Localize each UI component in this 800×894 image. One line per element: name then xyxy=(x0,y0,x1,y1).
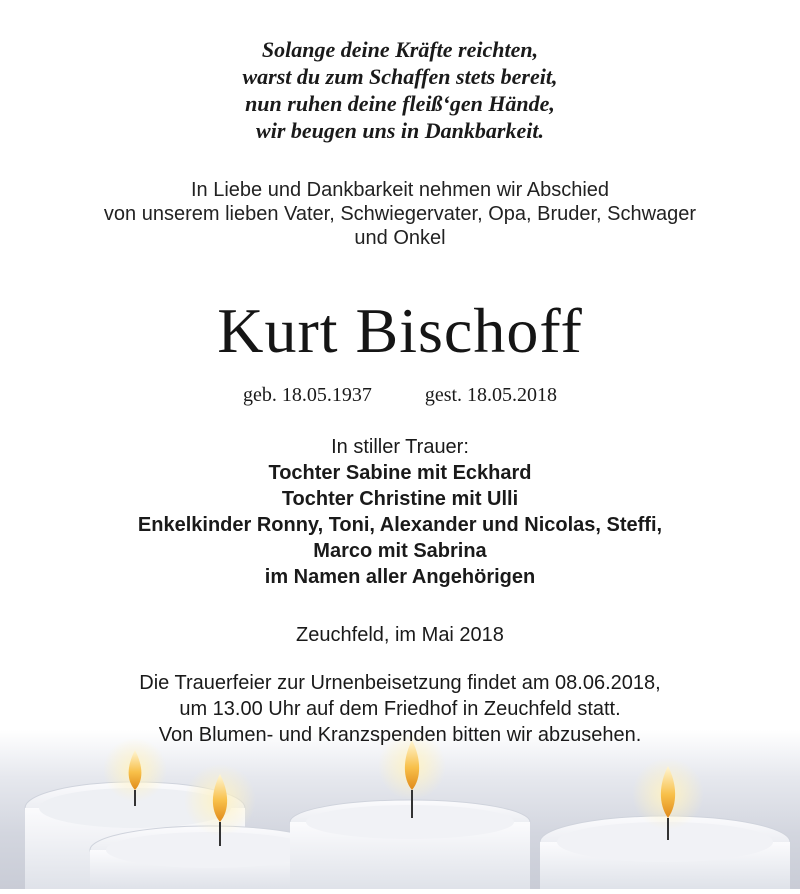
ceremony-line: Die Trauerfeier zur Urnenbeisetzung findet am 08.06.2018, xyxy=(139,672,661,694)
farewell-intro xyxy=(0,178,800,250)
poem-line: wir beugen uns in Dankbarkeit. xyxy=(256,118,544,143)
intro-line: von unserem lieben Vater, Schwiegervater, Opa, Bruder, Schwager xyxy=(103,203,697,225)
poem-line: Solange deine Kräfte reichten, xyxy=(261,37,539,62)
mourner-line: Enkelkinder Ronny, Toni, Alexander und Nicolas, Steffi, xyxy=(137,514,663,536)
candle-3 xyxy=(290,732,530,889)
mourners-list xyxy=(0,434,800,590)
ceremony-info xyxy=(0,670,800,748)
candle-4 xyxy=(540,758,790,889)
mourner-line: Marco mit Sabrina xyxy=(313,540,487,562)
candles-image xyxy=(0,730,800,889)
mourner-line: Tochter Sabine mit Eckhard xyxy=(268,462,532,484)
candles-illustration xyxy=(0,730,800,889)
life-dates xyxy=(0,382,800,408)
place-and-date: Zeuchfeld, im Mai 2018 xyxy=(296,624,504,646)
intro-line: und Onkel xyxy=(354,227,446,249)
poem-line: warst du zum Schaffen stets bereit, xyxy=(242,64,558,89)
ceremony-line: Von Blumen- und Kranzspenden bitten wir abzusehen. xyxy=(158,724,642,746)
ceremony-line: um 13.00 Uhr auf dem Friedhof in Zeuchfeld statt. xyxy=(179,698,621,720)
mourner-line: Tochter Christine mit Ulli xyxy=(281,488,519,510)
deceased-name: Kurt Bischoff xyxy=(217,295,583,366)
intro-line: In Liebe und Dankbarkeit nehmen wir Abschied xyxy=(190,179,610,201)
death-date: gest. 18.05.2018 xyxy=(424,384,558,406)
poem xyxy=(0,36,800,144)
birth-date: geb. 18.05.1937 xyxy=(242,384,372,406)
mourners-heading: In stiller Trauer: xyxy=(331,436,469,458)
mourner-line: im Namen aller Angehörigen xyxy=(264,566,536,588)
poem-line: nun ruhen deine fleiß‘gen Hände, xyxy=(245,91,555,116)
